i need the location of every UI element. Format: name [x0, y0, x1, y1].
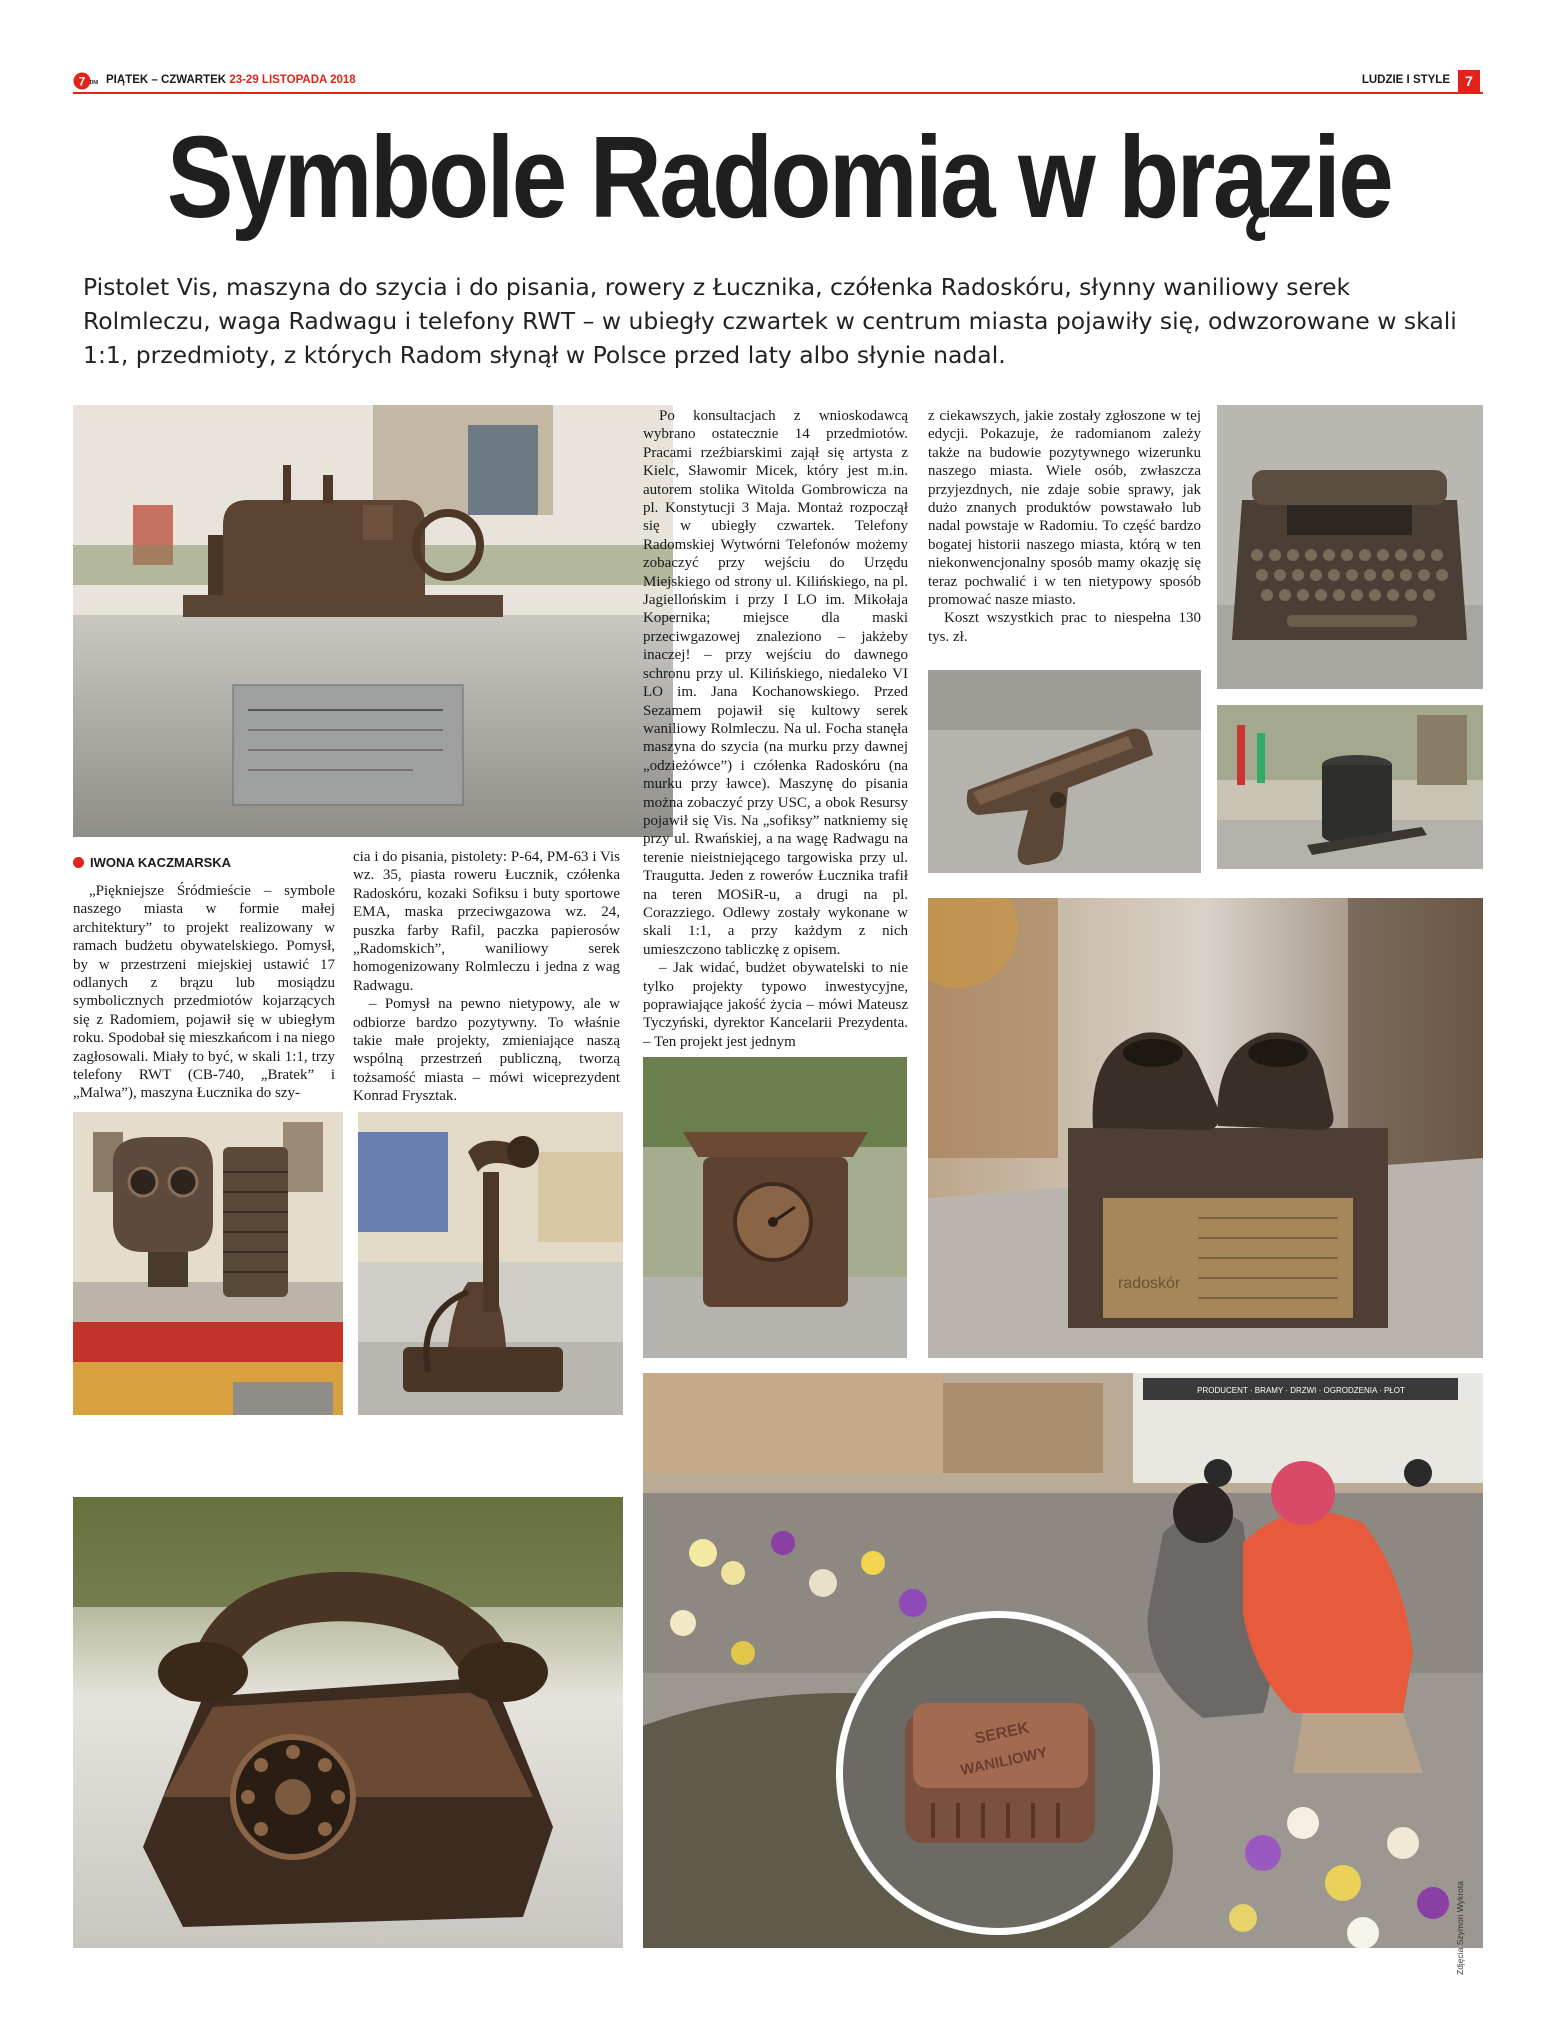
photo-paint-can	[1217, 705, 1483, 869]
issue-days: PIĄTEK – CZWARTEK	[106, 74, 230, 86]
text-column-3	[643, 407, 908, 1051]
photo-radwag-scale	[643, 1057, 907, 1358]
article-lead: Pistolet Vis, maszyna do szycia i do pisania, rowery z Łucznika, czółenka Radoskóru, słynny waniliowy serek Rolmleczu, waga Radwagu i telefony RWT – w ubiegły czwartek w centrum miasta pojawiły się, odwzorowane w skali 1:1, przedmioty, z których Radom słynął w Polsce przed laty albo słynie nadal.	[83, 273, 1457, 369]
paragraph: „Piękniejsze Śródmieście – symbole naszego miasta w formie małej architektury” to projekt realizowany w ramach budżetu obywatelskiego. Pomysł, by w przestrzeni miejskiej ustawić 17 odlanych z brązu lub mosiądzu symbolicznych przedmiotów kojarzących się z Radomiem, pojawił się w ubiegłym roku. Spodobał się mieszkańcom i na niego zagłosowali. Miały to być, w skali 1:1, trzy telefony RWT (CB-740, „Bratek” i „Malwa”), maszyna Łucznika do szy-	[73, 883, 335, 1102]
paragraph: cia i do pisania, pistolety: P-64, PM-63 i Vis wz. 35, piasta roweru Łucznik, czółenka Radoskóru, kozaki Sofiksu i buty sportowe EMA, maska przeciwgazowa wz. 24, puszka farby Rafil, paczka papierosów „Radomskich”, waniliowy serek homogenizowany Rolmleczu i jedna z wag Radwagu.	[353, 849, 620, 994]
article-title: Symbole Radomia w brązie	[166, 112, 1392, 242]
photo-candlestick-phone	[358, 1112, 623, 1415]
svg-text:7: 7	[78, 74, 86, 89]
issue-dates	[106, 74, 356, 86]
paragraph: Po konsultacjach z wnioskodawcą wybrano ostatecznie 14 przedmiotów. Pracami rzeźbiarskimi zajął się artysta z Kielc, Sławomir Micek, który jest m.in. autorem stolika Witolda Gombrowicza na pl. Konstytucji 3 Maja. Montaż rozpoczął się w ubiegły czwartek. Telefony Radomskiej Wytwórni Telefonów możemy zobaczyć przy wejściu do Urzędu Miejskiego od strony ul. Kilińskiego, na pl. Jagiellońskim i przy I LO im. Mikołaja Kopernika; miejsce dla maski przeciwgazowej znaleziono – jakżeby inaczej! – przy wejściu do dawnego schronu przy ul. Kilińskiego, niedaleko VI LO im. Jana Kochanowskiego. Przed Sezamem pojawił się kultowy serek waniliowy Rolmleczu. Na ul. Focha stanęła maszyna do szycia (na murku przy dawnej „odzieżówce”) i czółenka Radoskóru (na murku przy ławce). Maszynę do pisania można zobaczyć przy USC, a obok Resursy pojawił się Vis. Na „sofiksy” natkniemy się przy ul. Rwańskiej, a na wagę Radwagu na terenie nieistniejącego targowiska przy ul. Traugutta. Jeden z rowerów Łucznika trafił na teren MOSiR-u, a drugi na pl. Corazziego. Odlewy zostały wykonane w skali 1:1, a przy każdym z nich umieszczono tabliczkę z opisem.	[643, 408, 908, 958]
radoskor-plate-text: radoskór	[1118, 1275, 1181, 1292]
page-number: 7	[1458, 70, 1480, 92]
photo-radoskor-shoes	[928, 898, 1483, 1358]
paragraph: – Pomysł na pewno nietypowy, ale w odbiorze bardzo pozytywny. To właśnie takie małe projekty, zmieniające naszą wspólną przestrzeń publiczną, tworzą tożsamość miasta – mówi wiceprezydent Konrad Frysztak.	[353, 996, 620, 1105]
byline-bullet-icon	[73, 857, 84, 868]
publication-logo	[73, 72, 101, 90]
svg-text:DNI: DNI	[89, 80, 99, 86]
text-column-2	[353, 848, 620, 1106]
photo-serek-waniliowy	[643, 1373, 1483, 1948]
paragraph: z ciekawszych, jakie zostały zgłoszone w tej edycji. Pokazuje, że radomianom zależy także na budowie pozytywnego wizerunku naszego miasta. Wiele osób, zwłaszcza przyjezdnych, nie zdaje sobie sprawy, jak dużo znanych produktów powstawało lub nadal powstaje w Radomiu. To część bardzo bogatej historii naszego miasta, którą w ten niekonwencjonalny sposób mamy okazję się teraz pochwalić i w ten nietypowy sposób promować nasze miasto.	[928, 408, 1201, 609]
truck-side-text: PRODUCENT · BRAMY · DRZWI · OGRODZENIA · PŁOT	[1197, 1386, 1405, 1395]
serek-label-line2: WANILIOWY	[959, 1744, 1050, 1780]
paragraph: – Jak widać, budżet obywatelski to nie tylko projekty typowo inwestycyjne, poprawiające jakość życia – mówi Mateusz Tyczyński, dyrektor Kancelarii Prezydenta. – Ten projekt jest jednym	[643, 960, 908, 1050]
text-column-4	[928, 407, 1201, 646]
serek-label-line1: SEREK	[973, 1719, 1031, 1748]
photo-typewriter	[1217, 405, 1483, 689]
photo-gas-mask	[73, 1112, 343, 1415]
text-column-1	[73, 882, 335, 1103]
photo-sewing-machine	[73, 405, 673, 837]
paragraph: Koszt wszystkich prac to niespełna 130 tys. zł.	[928, 610, 1201, 645]
photo-pistol	[928, 670, 1201, 873]
issue-date-range: 23-29 LISTOPADA 2018	[229, 74, 356, 86]
author-name: IWONA KACZMARSKA	[90, 855, 232, 870]
section-label: LUDZIE I STYLE	[1361, 74, 1450, 86]
author-byline	[73, 855, 231, 870]
photo-rotary-telephone	[73, 1497, 623, 1948]
photo-credit: Zdjęcia Szymon Wykrota	[1455, 1881, 1465, 1975]
